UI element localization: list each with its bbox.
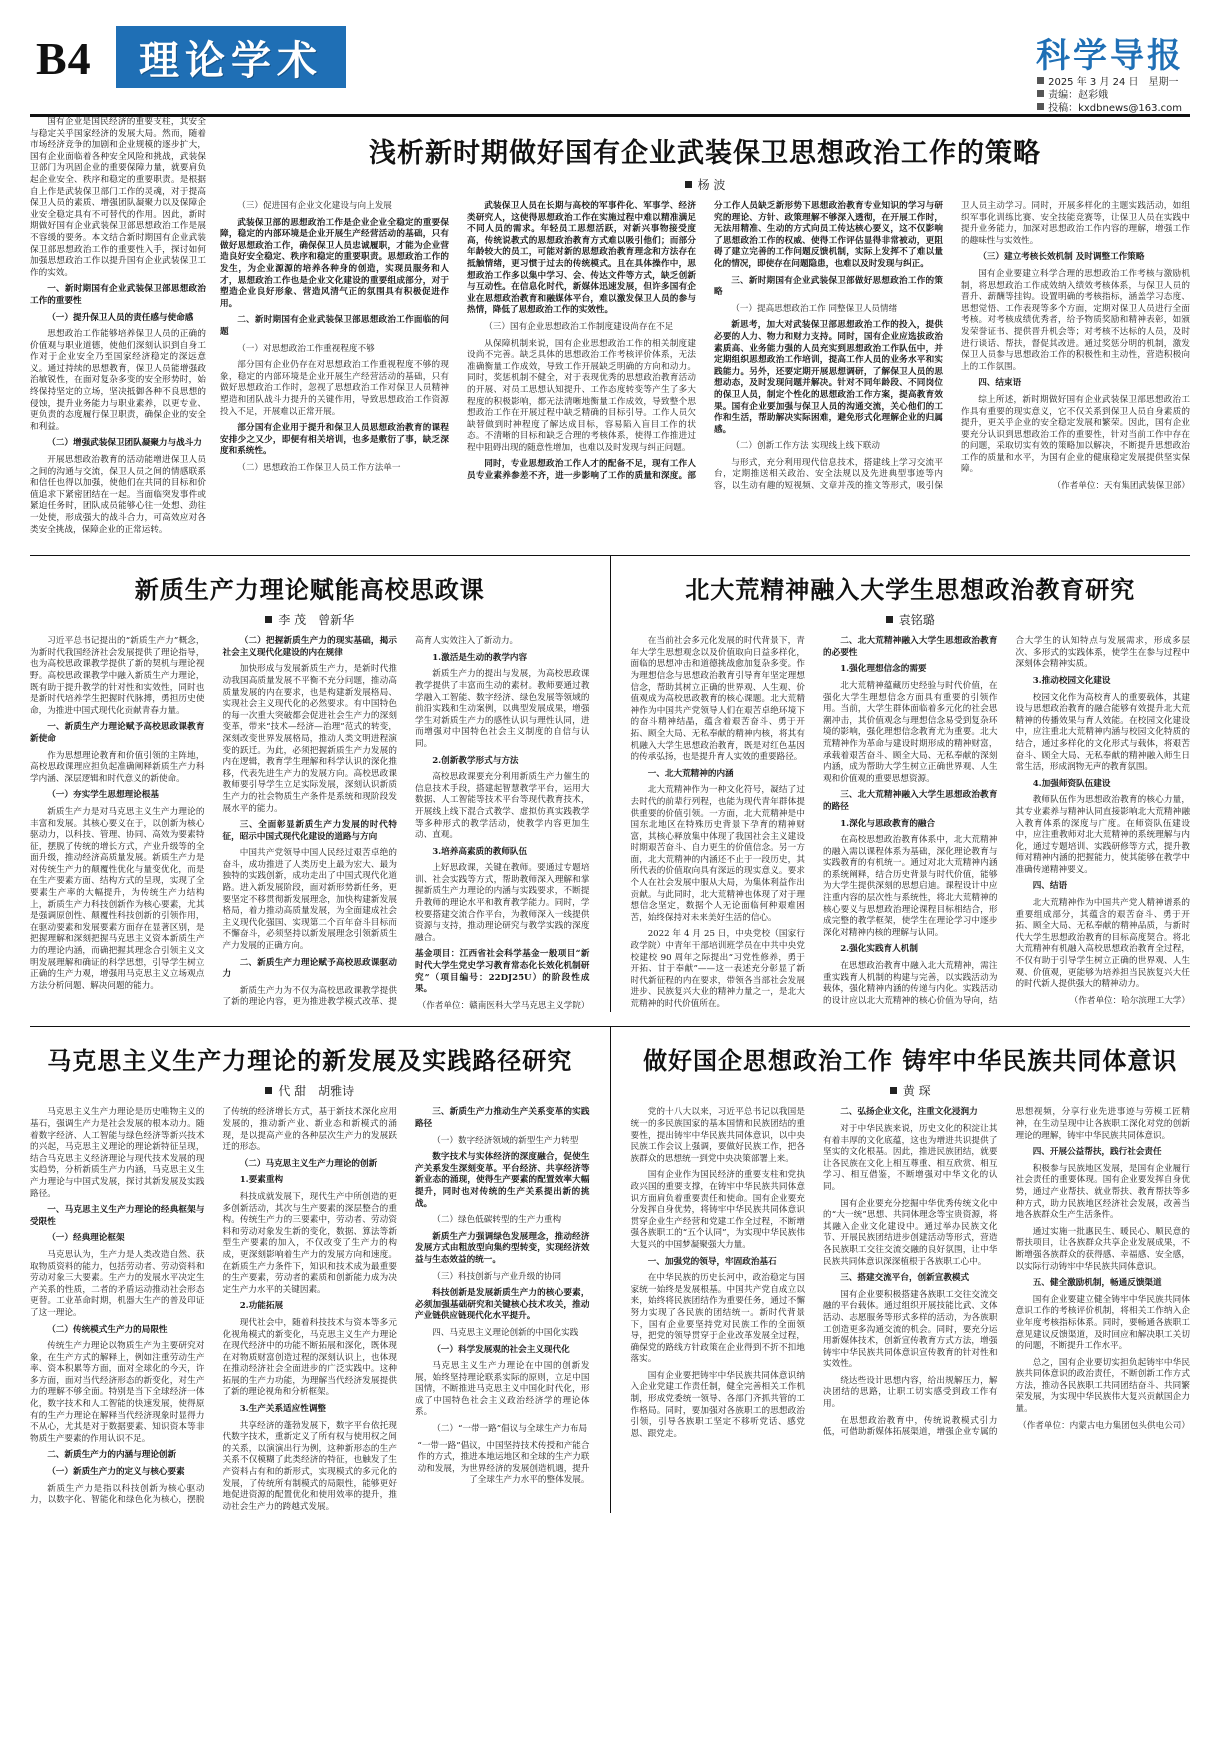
article5-para: 在中华民族的历史长河中，政治稳定与国家统一始终是发展根基。中国共产党自成立以来，始终将民族团结作为重要任务，通过不懈努力实现了各民族的团结统一。新时代背景下，国有企业要坚持党对民族工作的全面领导，把党的领导贯穿于企业改革发展全过程，确保党的路线方针政策在企业得到不折不扣地落实。 <box>630 1273 805 1365</box>
lead-subhead: 武装保卫部的思想政治工作是企业企业全稳定的重要保障，稳定的内部环境是企业开展生产经营活动的基础，只有做好思想政治工作，确保保卫人员忠诚履职，才能为企业营造良好安全稳定、秩序和稳定的重要职责。思想政治工作的发生，为企业源源的培养各种身的创造，实现员服务和人才，思想政治工作也是企业文化建设的重要组成部分，对于塑造企业良好形象、营造风清气正的氛围具有积极促进作用。 <box>220 217 449 309</box>
lead-para: 国有企业要建立科学合理的思想政治工作考核与激励机制，将思想政治工作成效纳入绩效考核体系，与保卫人员的晋升、薪酬等挂钩。设置明确的考核指标，涵盖学习态度、思想觉悟、工作表现等多个方面，定期对保卫人员进行全面考核。对考核成绩优秀者，给予物质奖励和精神表彰，如颁发荣誉证书、提供晋升机会等；对考核不达标的人员，及时进行谈话、帮扶，督促其改进。通过奖惩分明的机制，激发保卫人员参与思想政治工作的积极性和主动性，营造积极向上的工作氛围。 <box>961 268 1190 372</box>
article4-subhead: 科技创新是发展新质生产力的核心要素，必须加强基础研究和关键核心技术攻关，推动产业链供应链现代化水平提升。 <box>415 1288 590 1322</box>
article5-para: 国有企业要积极搭建各族职工交往交流交融的平台载体。通过组织开展技能比武、文体活动、志愿服务等形式多样的活动，为各族职工创造更多沟通交流的机会。同时，要充分运用新媒体技术，创新宣传教育方式方法，增强铸牢中华民族共同体意识宣传教育的针对性和实效性。 <box>823 1289 998 1370</box>
article4-subhead: （一）新质生产力的定义与核心要素 <box>47 1467 185 1478</box>
article5-para: 积极参与民族地区发展，是国有企业履行社会责任的重要体现。国有企业要发挥自身优势，通过产业帮扶、就业帮扶、教育帮扶等多种方式，助力民族地区经济社会发展，改善当地各族群众生产生活条件。 <box>1015 1163 1190 1221</box>
article5-para: 国有企业作为国民经济的重要支柱和党执政兴国的重要支撑，在铸牢中华民族共同体意识方面肩负着重要责任和使命。国有企业要充分发挥自身优势，将铸牢中华民族共同体意识贯穿企业生产经营和党建工作全过程，不断增强各族职工的“五个认同”，为实现中华民族伟大复兴的中国梦凝聚强大力量。 <box>630 1170 805 1250</box>
byline-mark-icon <box>685 181 692 188</box>
paper-title: 科学导报 <box>1036 36 1184 76</box>
lead-body <box>220 201 1190 493</box>
article3-para: 教师队伍作为思想政治教育的核心力量，其专业素养与精神认同直接影响北大荒精神融入教育体系的深度与广度。在师资队伍建设中，应注重教师对北大荒精神的系统理解与内化，通过专题培训、实践研修等方式，提升教师对精神内涵的把握能力，使其能够在教学中准确传递精神要义。 <box>1015 795 1190 875</box>
byline-mark-icon <box>886 616 893 623</box>
article3-para: 北大荒精神作为中国共产党人精神谱系的重要组成部分，其蕴含的艰苦奋斗、勇于开拓、顾全大局、无私奉献的精神品质，与新时代大学生思想政治教育的目标高度契合。将北大荒精神有机融入高校思想政治教育全过程，不仅有助于引导学生树立正确的世界观、人生观、价值观，更能够为培养担当民族复兴大任的时代新人提供强大的精神动力。 <box>1015 898 1190 990</box>
lead-headline: 浅析新时期做好国有企业武装保卫思想政治工作的策略 <box>369 138 1041 169</box>
article5-para: 对于中华民族来说，历史文化的积淀让其有着丰厚的文化底蕴，这也为增进共识提供了坚实的文化根基。因此，推进民族团结，就要让各民族在文化上相互尊重、相互欣赏、相互学习、相互借鉴，不断增强对中华文化的认同。 <box>823 1124 998 1192</box>
article4-subhead: （一）科学发展观的社会主义现代化 <box>432 1344 570 1355</box>
article4-subhead: 1.要素重构 <box>239 1175 284 1186</box>
article4-byline <box>30 1082 590 1099</box>
byline-mark-icon <box>890 1087 897 1094</box>
article5-para: 国有企业要建立健全铸牢中华民族共同体意识工作的考核评价机制，将相关工作纳入企业年度考核指标体系。同时，要畅通各族职工意见建议反馈渠道，及时回应和解决职工关切的问题，不断提升工作水平。 <box>1015 1294 1190 1352</box>
article-soe-ideological-work <box>610 1027 1191 1513</box>
lead-subhead: 二、新时期国有企业武装保卫部思想政治工作面临的问题 <box>220 315 449 337</box>
article4-author: 代 甜 胡雅诗 <box>278 1084 355 1099</box>
article4-para: 共享经济的蓬勃发展下，数字平台依托现代数字技术，重新定义了所有权与使用权之间的关系，以演演出行为例，这种新形态的生产关系不仅模糊了此类经济的特征，也触发了生产资料占有和的新形式，实现模式的多元化的发展，了传统所有制模式的局限性，能够更好地促进资源的配置优化和使用效率的提升，推动社会生产力的跨越式发展。 <box>222 1420 397 1512</box>
article2-subhead: （二）把握新质生产力的现实基础，揭示社会主义现代化建设的内在规律 <box>222 636 397 658</box>
article4-subhead: 二、新质生产力的内涵与理论创新 <box>47 1450 177 1461</box>
article4-subhead: 一、马克思主义生产力理论的经典框架与受限性 <box>30 1205 205 1227</box>
article4-para: 四、马克思主义理论创新的中国化实践 <box>432 1327 579 1338</box>
article3-para: 校园文化作为高校育人的重要载体，其建设与思想政治教育的融合能够有效提升北大荒精神的传播效果与育人效能。在校园文化建设中，应注重北大荒精神内涵与校园文化特质的结合，通过多样化的文化形式与载体，将艰苦奋斗、顾全大局、无私奉献的精神融入师生日常生活，形成润物无声的教育氛围。 <box>1015 692 1190 773</box>
lead-byline <box>220 176 1190 193</box>
article4-headline: 马克思主义生产力理论的新发展及实践路径研究 <box>47 1046 573 1076</box>
article-new-productive-forces <box>30 556 590 1012</box>
bullet-icon <box>1037 90 1044 97</box>
article4-subhead: （一）经典理论框架 <box>47 1233 125 1244</box>
article2-para: 作为思想理论教育和价值引领的主阵地，高校思政课理应担负起准确阐释新质生产力科学内涵、深层逻辑和时代意义的新使命。 <box>30 750 205 784</box>
article2-signature: （作者单位：赣南医科大学马克思主义学院） <box>417 1000 590 1011</box>
article5-para: 总之，国有企业要切实担负起铸牢中华民族共同体意识的政治责任，不断创新工作方式方法，推动各民族职工共同团结奋斗、共同繁荣发展，为实现中华民族伟大复兴贡献国企力量。 <box>1015 1357 1190 1415</box>
lead-para: 国有企业是国民经济的重要支柱，其安全与稳定关乎国家经济的发展大局。然而，随着市场经济竞争的加剧和企业规模的逐步扩大，国有企业面临着各种安全风险和挑战，武装保卫部门为巩固企业的重要保障力量，就要肩负起企业安全、秩序和稳定的重要职责。是根据自上作是武装保卫部门工作的灵魂，对于提高保卫人员的素质、增强团队凝聚力以及保障企业安全稳定具有不可替代的作用。因此，新时期做好国有企业武装保卫部思想政治工作是展不容缓的要务。本文结合新时期国有企业武装保卫部思想政治工作的重要性入手，探讨如何加强思想政治工作以提升国有企业武装保卫工作的实效。 <box>30 117 206 278</box>
page-folio: B4 <box>36 33 92 84</box>
article5-subhead: 一、加强党的领导，牢固政治基石 <box>647 1256 777 1267</box>
article3-body <box>631 636 1191 1012</box>
article2-para: 上好思政课，关键在教师。要通过专题培训、社会实践等方式，帮助教师深入理解和掌握新质生产力理论的内涵与实践要求，不断提升教师的理论水平和教育教学能力。同时，学校要搭建交流合作平台，为教师深入一线提供资源与支持，推动理论研究与教学实践的深度融合。 <box>415 863 590 943</box>
article2-subhead: 2.创新教学形式与方法 <box>432 755 519 766</box>
lead-subhead: 同时，专业思想政治工作人才的配备不足，现有工作人员专业素养参差不齐，进一步影响了工作的质量和深度。部分工作人员缺乏新形势下思想政治教育专业知识的学习与研究的理论、方针、政策理解不够深入透彻，在开展工作时，无法用精准、生动的方式向员工传达核心要义，这不仅影响了思想政治工作的权威、使得工作评估显得非常被动，更阻碍了建立完善的工作问题反馈机制，实际上发挥不了难以量化的情况，即使存在问题隐患，也难以及时发现与纠正。 <box>467 201 943 482</box>
article3-headline: 北大荒精神融入大学生思想政治教育研究 <box>685 575 1136 605</box>
article2-para: 习近平总书记提出的“新质生产力”概念，为新时代我国经济社会发展提供了理论指导，也为高校思政课教学提供了新的契机与理论视野。高校思政课教学中融入新质生产力理论，既有助于提升教学的针对性和实效性，同时也是新时代培养学生把握时代脉搏，勇担历史使命，为推进中国式现代化贡献青春力量。 <box>30 636 205 716</box>
article2-byline <box>30 611 590 628</box>
lead-para: 部分国有企业仍存在对思想政治工作重视程度不够的现象，稳定的内部环境是企业开展生产经营活动的基础，只有做好思想政治工作时，忽视了思想政治工作对保卫人员精神塑造和团队战斗力提升的关键作用，导致思想政治工作资源投入不足，开展难以正常开展。 <box>220 360 449 417</box>
lead-para: （三）国有企业思想政治工作制度建设尚存在不足 <box>484 321 674 332</box>
article4-signature: “一带一路”倡议，中国坚持技术传授和产能合作的方式，推进本地运地区和全球的生产力联动和发展，为世界经济的发展创造机遇，提升了全球生产力水平的整体发展。 <box>417 1440 590 1486</box>
article3-subhead: 1.深化与思政教育的融合 <box>840 818 936 829</box>
article4-subhead: 数字技术与实体经济的深度融合，促使生产关系发生深刻变革。平台经济、共享经济等新业态的涌现，使得生产要素的配置效率大幅提升，同时也对传统的生产关系提出新的挑战。 <box>415 1152 590 1209</box>
article2-subhead: 三、全面彰显新质生产力发展的时代特征，昭示中国式现代化建设的道路与方向 <box>222 820 397 842</box>
article3-subhead: 2.强化实践育人机制 <box>840 944 918 955</box>
article4-subhead: 3.生产关系适应性调整 <box>239 1404 327 1415</box>
article3-subhead: 1.强化理想信念的需要 <box>840 664 927 675</box>
lead-subhead: 武装保卫人员在长期与高校的军事件化、军事学、经济类研究人，这使得思想政治工作在实施过程中难以精准满足不同人员的需求。年轻员工思想活跃，对新兴事物接受度高，传统说教式的思想政治教育方式难以吸引他们；而部分年龄较大的员工，可能对新的思想政治教育理念和方法存在抵触情绪，更习惯于过去的传统模式。且在具体操作中，思想政治工作多以集中学习、会、传达文件等方式，缺乏创新与互动性。在信息化时代，新媒体迅速发展，但许多国有企业在思想政治教育和融媒体平台，难以激发保卫人员的参与热情，降低了思想政治工作的实效性。 <box>467 201 696 316</box>
article2-funding-note: 基金项目：江西省社会科学基金一般项目“新时代大学生党史学习教育常态化长效化机制研究”（项目编号：22DJ25U）的阶段性成果。 <box>415 949 590 995</box>
lead-para: 思想政治工作能够培养保卫人员的正确的价值观与职业道德，使他们深刻认识到自身工作对于企业安全乃至国家经济稳定的深远意义。通过持续的思想教育，保卫人员能增强政治敏锐性，在面对复杂多变的安全形势时，始终保持坚定的立场，坚决抵御各种不良思想的侵蚀，提升业务能力与职业素养，以更专业、更负责的态度履行保卫职责，确保企业的安全和利益。 <box>30 329 206 432</box>
article2-subhead: 3.培养高素质的教师队伍 <box>432 846 528 857</box>
article4-para: 传统生产力理论以物质生产为主要研究对象，在生产方式的解释上，例如注重劳动生产率、资本积累等方面，面对全球化的今天，许多方面，面对当代经济形态的新变化，对生产力的理解不够全面。特别是当下全球经济一体化，数字技术和人工智能的快速发展，使得原有的生产力理论在解释当代经济现象时显得力不从心，尤其是对于数据要素、知识资本等非物质生产要素的作用认识不足。 <box>30 1341 205 1444</box>
section-badge-label: 理论学术 <box>139 36 323 84</box>
lead-article <box>30 117 1190 541</box>
lead-subhead: 一、新时期国有企业武装保卫部思想政治工作的重要性 <box>30 284 206 306</box>
article2-author: 李 茂 曾新华 <box>278 613 355 628</box>
article4-para: 马克思主义生产力理论是历史唯物主义的基石，强调生产力是社会发展的根本动力。随着数字经济、人工智能与绿色经济等新兴技术的兴起，马克思主义理论的理论新特征呈现，结合马克思主义经济理论与现代技术发展的现实趋势，分析新质生产力内涵，马克思主义生产力理论与中国式发展，探讨其新发展及实践路径。 <box>30 1107 205 1199</box>
row-two <box>30 556 1190 1012</box>
lead-right-column <box>220 117 1190 541</box>
masthead <box>30 18 1190 117</box>
lead-para: （二）思想政治工作保卫人员工作方法单一 <box>237 462 401 473</box>
article5-author: 黄 琛 <box>902 1084 931 1099</box>
lead-subhead: 新思考，加大对武装保卫部思想政治工作的投入，提供必要的人力、物力和财力支持。同时，国有企业应选拔政治素质高、业务能力强的人员充实到思想政治工作队伍中，并定期组织思想政治工作培训，提高工作人员的业务水平和实践能力。另外，还要定期开展思想调研，了解保卫人员的思想动态，及时发现问题并解决。针对不同年龄段、不同岗位的保卫人员，制定个性化的思想政治工作方案，提高教育效果。国有企业要加强与保卫人员的沟通交流，关心他们的工作和生活，帮助解决实际困难，避免形式化理解企业的归属感。 <box>714 320 943 435</box>
lead-para: 综上所述，新时期做好国有企业武装保卫部思想政治工作具有重要的现实意义，它不仅关系到保卫人员自身素质的提升，更关乎企业的安全稳定发展和繁荣。因此，国有企业要充分认识到思想政治工作的重要性，针对当前工作中存在的问题，采取切实有效的策略加以解决，不断提升思想政治工作的质量和水平，为国有企业的健康稳定发展提供坚实保障。 <box>961 394 1190 475</box>
article2-para: 加快形成与发展新质生产力，是新时代推动我国高质量发展不平衡不充分问题，推动高质量发展的内在要求，也是构建新发展格局、实现社会主义现代化的必然要求。有中国特色的每一次重大突破都会促进社会生产力的深刻变革，带来“技术—经济—治理”范式的转变，深刻改变世界发展格局，推动人类文明进程演变的跃迁。为此，必须把握新质生产力发展的内在逻辑，教育学生理解和科学认识的深化推移，代表先进生产力的发展方向。高校思政课教师要引导学生立足实际发展，深刻认识新质生产力的社会物质生产条件是系统和现阶段发展水平的能力。 <box>222 664 397 814</box>
article4-para: （三）科技创新与产业升级的协同 <box>432 1271 562 1282</box>
lead-subhead: （二）增强武装保卫团队凝聚力与战斗力 <box>47 438 202 449</box>
article2-subhead: 1.激活是生动的教学内容 <box>432 652 528 663</box>
article5-para: 绕达些设计思想内容，给出规解压力，解决团结的思路，让职工切实感受到政工作有用。 <box>823 1375 998 1410</box>
article3-subhead: 二、北大荒精神融入大学生思想政治教育的必要性 <box>823 636 998 658</box>
article2-headline: 新质生产力理论赋能高校思政课 <box>134 575 485 605</box>
lead-para: 从保障机制来说，国有企业思想政治工作的相关制度建设尚不完善。缺乏具体的思想政治工作考核评价体系，无法准确衡量工作成效，导致工作开展缺乏明确的方向和动力。同时，奖惩机制不健全，对于表现优秀的思想政治教育活动的开展、对员工思想认知提升、工作态度转变等产生了多大程度的积极影响，都无法清晰地衡量工作成效，导致整个思想政治工作在开展过程中缺乏精确的目标引导。工作人员欠缺替做到时神程度了解达成目标，容易陷入盲目工作的状态。不清晰的目标和缺乏合理的考核体系，使得工作推进过程中阻碍出现的随意性增加，也难以及时发现与纠正问题。 <box>467 338 696 453</box>
article5-signature: （作者单位：内蒙古电力集团包头供电公司） <box>1018 1420 1190 1431</box>
article2-para: 新质生产力为不仅为高校思政课教学提供了新的理论内容，更为推进教学模式改革、提高育人实效注入了新动力。 <box>222 636 519 1008</box>
article2-subhead: （一）夯实学生思想理论根基 <box>47 790 159 801</box>
bullet-icon <box>1037 77 1044 84</box>
article2-subhead: 二、新质生产力理论赋予高校思政课驱动力 <box>222 957 397 980</box>
article5-para: 党的十八大以来，习近平总书记以我国是统一的多民族国家的基本国情和民族团结的重要性，提出铸牢中华民族共同体意识，以中央民族工作会议上强调，要做好民族工作，把各族群众的思想统一到党中央决策部署上来。 <box>630 1107 805 1164</box>
article3-para: 在高校思想政治教育体系中，北大荒精神的融入需以课程体系为基础，深化理论教育与实践教育的有机统一。通过对北大荒精神内涵的系统阐释，结合历史背景与时代价值，能够为大学生提供深刻的思想启迪。课程设计中应注重内容的层次性与系统性，将北大荒精神的核心要义与思想政治理论课程目标相结合，形成完整的教学框架，使学生在理论学习中逐步深化对精神内核的理解与认同。 <box>823 835 998 938</box>
lead-subhead: 三、新时期国有企业武装保卫部做好思想政治工作的策略 <box>714 275 943 298</box>
article3-byline <box>631 611 1191 628</box>
article4-para: 马克思认为，生产力是人类改造自然、获取物质资料的能力，包括劳动者、劳动资料和劳动对象三大要素。生产力的发展水平决定生产关系的性质，二者的矛盾运动推动社会形态更替。工业革命时期，机器大生产的普及印证了这一理论。 <box>30 1249 205 1318</box>
row-three <box>30 1027 1190 1513</box>
article4-para: （一）数字经济领域的新型生产力转型 <box>432 1135 579 1146</box>
article3-subhead: 一、北大荒精神的内涵 <box>647 768 734 779</box>
article2-para: 中国共产党领导中国人民经过艰苦卓绝的奋斗，成功推进了人类历史上最为宏大、最为独特的实践创新，成功走出了中国式现代化道路。进入新发展阶段，面对新形势新任务，更要坚定不移贯彻新发展理念，加快构建新发展格局，着力推动高质量发展，为全面建成社会主义现代化强国、实现第二个百年奋斗目标而不懈奋斗，必须坚持以新发展理念引领新质生产力发展的正确方向。 <box>222 848 397 952</box>
article5-subhead: 二、弘扬企业文化，注重文化浸润力 <box>840 1107 978 1118</box>
article4-subhead: 三、新质生产力推动生产关系变革的实践路径 <box>415 1107 590 1129</box>
byline-mark-icon <box>265 1087 272 1094</box>
article5-subhead: 三、搭建交流平台，创新宣教模式 <box>840 1273 970 1284</box>
lead-para: （一）对思想政治工作重视程度不够 <box>237 343 375 354</box>
article4-para: （二）绿色低碳转型的生产力重构 <box>432 1215 562 1226</box>
lead-author: 杨 波 <box>697 178 726 192</box>
lead-para: （二）创新工作方法 实现线上线下联动 <box>731 441 881 452</box>
article4-subhead: （二）马克思主义生产力理论的创新 <box>239 1158 378 1169</box>
lead-subhead: 四、结束语 <box>978 378 1022 389</box>
article4-subhead: （二）传统模式生产力的局限性 <box>47 1324 168 1335</box>
article-marxist-productive-forces <box>30 1027 590 1513</box>
issue-date: 2025 年 3 月 24 日 星期一 <box>1048 77 1179 88</box>
lead-signature: （作者单位：天有集团武装保卫部） <box>1052 481 1190 492</box>
article5-byline <box>631 1082 1191 1099</box>
submission-email: 投稿：kxdbnews@163.com <box>1048 103 1182 114</box>
article4-para: 科技成就发展下，现代生产中所创造的更多创新活动，其次与生产要素的深层整合的重构。传统生产力的三要素中，劳动者、劳动资料和劳动对象发生新的变化，数据、算法等新型生产要素的加入，不仅改变了生产力的构成，更深刻影响着生产力的发展方向和速度。在新质生产力条件下，知识和技术成为最重要的生产要素，劳动者的素质和创新能力成为决定生产力水平的关键因素。 <box>222 1191 397 1295</box>
lead-para: 与形式，充分利用现代信息技术，搭建线上学习交流平台，定期推送相关政治、安全法规以及先进典型事迹等内容，以生动有趣的短视频、文章并茂的推文等形式，吸引保卫人员主动学习。同时，开展多样化的主题实践活动，如组织军事化训练比赛、安全技能竞赛等，让保卫人员在实践中提升业务能力，加深对思想政治工作内容的理解，增强工作的趣味性与实效性。 <box>714 201 1190 492</box>
article5-para: 国有企业要充分挖掘中华优秀传统文化中的“大一统”思想、共同体理念等宝贵资源，将其融入企业文化建设中。通过举办民族文化节、开展民族团结进步创建活动等形式，营造各民族职工交往交流交融的良好氛围，让中华民族共同体意识深深植根于各族职工心中。 <box>823 1198 998 1267</box>
article5-para: 通过实施一批惠民生、暖民心、顺民意的帮扶项目，让各族群众共享企业发展成果，不断增强各族群众的获得感、幸福感、安全感，以实际行动铸牢中华民族共同体意识。 <box>1015 1226 1190 1272</box>
lead-para: （三）促进国有企业文化建设与向上发展 <box>237 201 392 211</box>
article5-subhead: 四、开展公益帮扶，践行社会责任 <box>1032 1147 1162 1158</box>
article4-para: （二）“一带一路”倡议与全球生产力布局 <box>432 1424 588 1435</box>
article2-body <box>30 636 590 1012</box>
article4-body <box>30 1107 590 1513</box>
newspaper-page <box>0 18 1220 1743</box>
article5-para: 国有企业要把铸牢中华民族共同体意识纳入企业党建工作责任制，健全完善相关工作机制，形成党委统一领导、各部门齐抓共管的工作格局。同时，要加强对各族职工的思想政治引领，引导各族职工坚定不移听党话、感党恩、跟党走。 <box>630 1370 805 1439</box>
article2-subhead: 一、新质生产力理论赋予高校思政课教育新使命 <box>30 722 205 744</box>
article4-para: 新质生产力是指以科技创新为核心驱动力，以数字化、智能化和绿色化为核心，摆脱了传统的经济增长方式，基于新技术深化应用发展的，推动新产业、新业态和新模式的涌现，是以提高产业的各种层次生产力的发展跃迁的形态。 <box>30 1107 397 1506</box>
lead-subhead: （三）建立考核长效机制 及时调整工作策略 <box>978 252 1145 263</box>
lead-subhead: 部分国有企业用于提升和保卫人员思想政治教育的课程安排少之又少，即便有相关培训，也多是敷衍了事，缺乏深度和系统性。 <box>220 423 449 457</box>
article2-para: 新质生产力的提出与发展，为高校思政课教学提供了丰富而生动的素材。教师要通过教学融入工智能、数字经济、绿色发展等领域的前沿实践和生动案例，以典型发展成果，增强学生对新质生产力的感性认识与理性认同，进而增强对中国特色社会主义制度的自信与认同。 <box>415 669 590 749</box>
lead-para: 开展思想政治教育的活动能增进保卫人员之间的沟通与交流，保卫人员之间的情感联系和信任也得以加强，使他们在共同的目标和价值追求下紧密团结在一起。当面临突发事件或紧迫任务时，团队成员能够心往一处想、劲往一处使，形成强大的战斗合力，可高效应对各类安全挑战，保障企业的正常运转。 <box>30 455 206 535</box>
article3-signature: （作者单位：哈尔滨理工大学） <box>1069 995 1190 1006</box>
article3-para: 北大荒精神作为一种文化符号，凝结了过去时代的前辈行列程，也能为现代青年群体提供重要的价值引领。一方面，北大荒精神是中国东北地区在特殊历史背景下孕育的精神财富，其核心释放集中体现了我国社会主义建设时期艰苦奋斗、自力更生的价值信念。另一方面，北大荒精神的内涵还不止于一段历史，其所代表的价值取向具有深远的现实意义。要求个人在社会发展中服从大局，为集体利益作出贡献。与此同时，北大荒精神也体现了对于理想信念坚定，数据个人无论面临何种艰难困苦，始终保持对未来美好生活的信心。 <box>630 785 805 923</box>
lead-left-column <box>30 117 206 541</box>
bullet-icon <box>1037 103 1044 110</box>
article5-para: 在思想政治教育中，传统说教模式引力低，可借助新媒体拓展渠道，增强企业专属的思想视频，分享行业先进事迹与劳模工匠精神，在生动呈现中让各族职工深化对党的创新理论的理解，铸牢中华民族共同体意识。 <box>823 1107 1190 1438</box>
article3-para: 2022 年 4 月 25 日，中央党校（国家行政学院）中青年干部培训班学员在中共中央党校建校 90 周年之际提出“习党性修养，勇于开拓、甘于奉献”——这一表述充分彰显了新时代新征程的内在要求，带领各当部社会发展进步、民族复兴大业的精神力量之一，是北大荒精神的时代价值所在。 <box>630 929 805 1009</box>
byline-mark-icon <box>265 616 272 623</box>
article4-subhead: 新质生产力强调绿色发展理念，推动经济发展方式由粗放型向集约型转变，实现经济效益与生态效益的统一。 <box>415 1231 590 1265</box>
section-badge <box>116 26 346 88</box>
article3-para: 在当前社会多元化发展的时代背景下，青年大学生思想观念以及价值取向日益多样化，面临的思想冲击和道德挑战愈加复杂多变。作为理想信念与思想政治教育引导育年坚定理想信念，帮助其树立正确的世界观、人生观、价值观成为高校思政教育的核心课题。北大荒精神作为中国共产党领导人们在艰苦卓绝环境下的奋斗精神结晶，蕴含着艰苦奋斗、勇于开拓、顾全大局、无私奉献的精神内核，将其有机融入大学生思想政治教育，既是对红色基因的传承弘扬，也是提升育人实效的重要路径。 <box>630 636 805 763</box>
issue-meta <box>1037 76 1182 115</box>
article3-author: 袁铭璐 <box>898 613 935 628</box>
article2-para: 高校思政课要充分利用新质生产力催生的信息技术手段，搭建起智慧教学平台，运用大数据、人工智能等技术平台等现代教育技术，开展线上线下混合式教学、虚拟仿真实践教学等多种形式的教学活动，使教学内容更加生动、直观。 <box>415 772 590 841</box>
article3-subhead: 三、北大荒精神融入大学生思想政治教育的路径 <box>823 790 998 812</box>
article3-subhead: 4.加强师资队伍建设 <box>1032 778 1111 789</box>
lead-subhead: （一）提升保卫人员的责任感与使命感 <box>47 312 194 323</box>
article4-para: 现代社会中，随着科技技术与资本等多元化视角模式的新变化，马克思主义生产力理论在现代经济中的功能不断拓展和深化，既体现在对物质财富创造过程的深刻认识上，也体现在推动经济社会全面进步的广泛实践中。这种拓展的生产力功能，为理解当代经济发展提供了新的理论视角和分析框架。 <box>222 1317 397 1398</box>
editor-line: 责编：赵彩娥 <box>1048 90 1109 101</box>
article3-para: 在思想政治教育中融入北大荒精神，需注重实践育人机制的构建与完善，以实践活动为载体，强化精神内涵的传递与内化。实践活动的设计应以北大荒精神的核心价值为导向，结合大学生的认知特点与发展需求，形成多层次、多形式的实践体系，使学生在参与过程中深刻体会精神实质。 <box>823 636 1190 1006</box>
article4-para: 马克思主义生产力理论在中国的创新发展，始终坚持理论联系实际的原则，立足中国国情，不断推进马克思主义中国化时代化，形成了中国特色社会主义政治经济学的理论体系。 <box>415 1361 590 1418</box>
article3-para: 北大荒精神蕴藏历史经验与时代价值，在强化大学生理想信念方面具有重要的引领作用。当前，大学生群体面临着多元化的社会思潮冲击，其价值观念与理想信念易受到复杂环境的影响，强化理想信念教育尤为重要。北大荒精神作为革命与建设时期形成的精神财富，承载着艰苦奋斗、顾全大局、无私奉献的深刻内涵，成为帮助大学生树立正确世界观、人生观和价值观的重要思想资源。 <box>823 680 998 784</box>
article3-subhead: 3.推动校园文化建设 <box>1032 675 1111 686</box>
article5-subhead: 五、健全激励机制，畅通反馈渠道 <box>1032 1278 1162 1289</box>
article4-subhead: 2.功能拓展 <box>239 1301 284 1312</box>
lead-para: （一）提高思想政治工作 同整保卫人员情绪 <box>731 303 898 314</box>
article3-subhead: 四、结语 <box>1032 881 1068 892</box>
article5-body <box>631 1107 1191 1440</box>
article2-para: 新质生产力是对马克思主义生产力理论的丰富和发展。其核心要义在于，以创新为核心驱动力，以科技、管理、协同、高效为要素特征，摆脱了传统的增长方式，产业升级等的全面升级，推动经济高质量发展。新质生产力是对传统生产力的颠覆性优化与量变优化，而是在生产要素方面、结构方式的呈现，实现了全要素生产率的大幅提升，为传统生产力结构上，新质生产力科技创新作为核心要素，尤其是强调原创性、颠覆性科技创新的引领作用，在驱动要素和发展要素方面存在显著区别，是把握理解和深刻把握马克思主义资本新质生产力的理论内涵，而确把握其理念合引领主义文明发展理解和确证的科学思想，引导学生树立正确的生产力观，增强用马克思主义立场观点方法分析问题、解决问题的能力。 <box>30 806 205 991</box>
article5-headline: 做好国企思想政治工作 铸牢中华民族共同体意识 <box>643 1046 1178 1076</box>
article-beidahuang-spirit <box>610 556 1191 1012</box>
